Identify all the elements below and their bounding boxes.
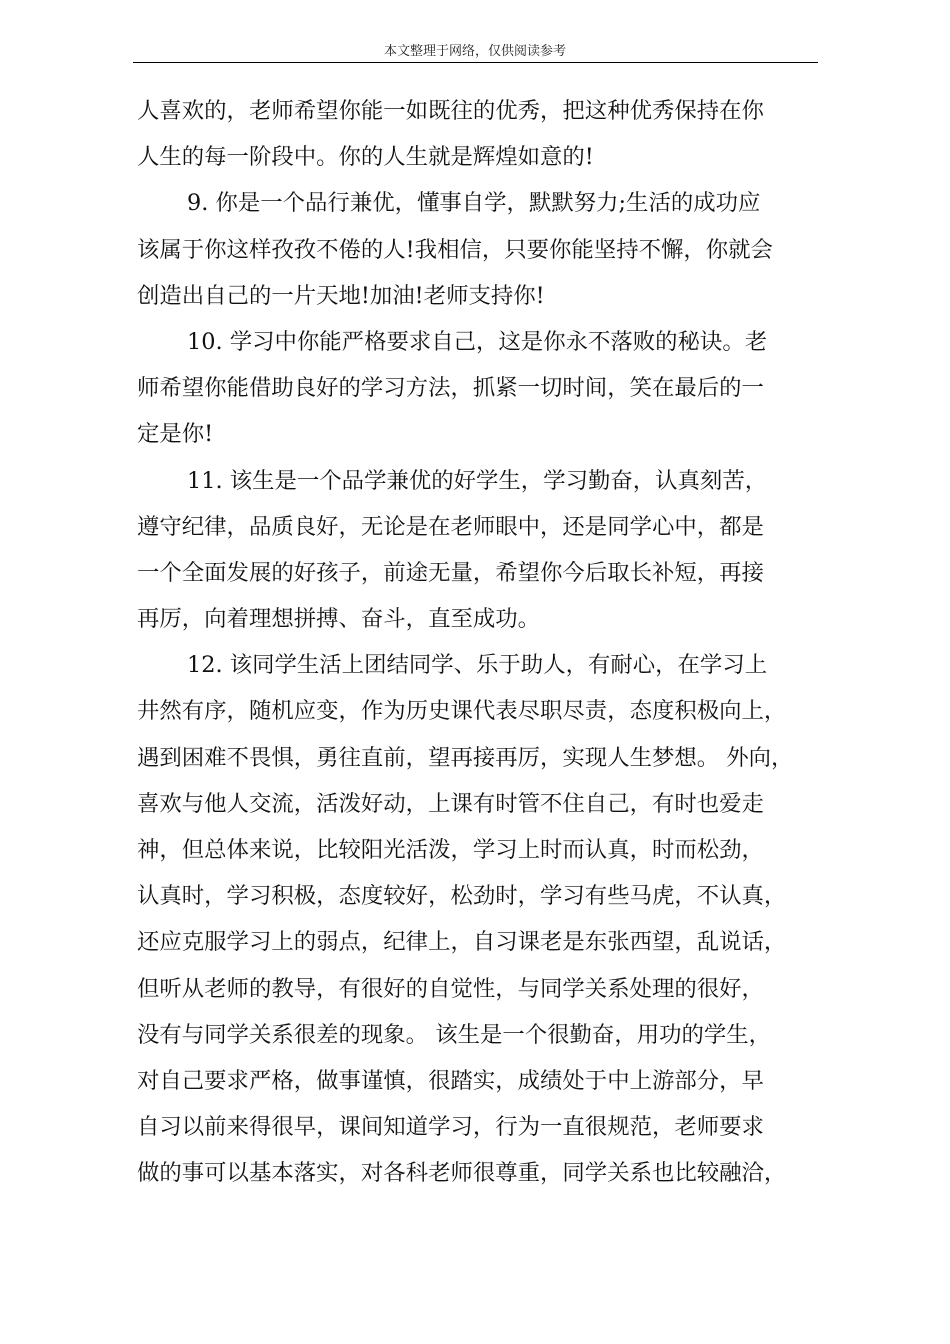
paragraph-start-line: 11. 该生是一个品学兼优的好学生，学习勤奋，认真刻苦， (187, 467, 768, 494)
text-line: 该属于你这样孜孜不倦的人!我相信，只要你能坚持不懈，你就会 (137, 236, 773, 263)
paragraph-start-line: 12. 该同学生活上团结同学、乐于助人，有耐心，在学习上 (187, 652, 768, 679)
text-line: 还应克服学习上的弱点，纪律上，自习课老是东张西望，乱说话， (137, 929, 787, 956)
text-line: 没有与同学关系很差的现象。 该生是一个很勤奋，用功的学生， (137, 1021, 772, 1048)
text-line: 对自己要求严格，做事谨慎，很踏实，成绩处于中上游部分，早 (137, 1067, 764, 1094)
text-line: 师希望你能借助良好的学习方法，抓紧一切时间，笑在最后的一 (137, 375, 764, 402)
text-line: 自习以前来得很早，课间知道学习，行为一直很规范，老师要求 (137, 1114, 764, 1141)
text-line: 做的事可以基本落实，对各科老师很尊重，同学关系也比较融洽， (137, 1160, 787, 1187)
text-line: 神，但总体来说，比较阳光活泼，学习上时而认真，时而松劲， (137, 837, 764, 863)
text-line: 遇到困难不畏惧，勇往直前，望再接再厉，实现人生梦想。 外向， (137, 744, 794, 771)
text-line: 井然有序，随机应变，作为历史课代表尽职尽责，态度积极向上， (137, 698, 787, 725)
text-line: 遵守纪律，品质良好，无论是在老师眼中，还是同学心中，都是 (137, 513, 764, 540)
text-line: 认真时，学习积极，态度较好，松劲时，学习有些马虎，不认真， (137, 883, 787, 910)
header-rule (133, 62, 818, 63)
text-line: 喜欢与他人交流，活泼好动，上课有时管不住自己，有时也爱走 (137, 790, 764, 817)
text-line: 一个全面发展的好孩子，前途无量，希望你今后取长补短，再接 (137, 559, 764, 586)
text-line: 人喜欢的，老师希望你能一如既往的优秀，把这种优秀保持在你 (137, 98, 764, 124)
text-line: 但听从老师的教导，有很好的自觉性，与同学关系处理的很好， (137, 975, 764, 1002)
text-line: 再厉，向着理想拼搏、奋斗，直至成功。 (137, 606, 541, 633)
document-body (137, 88, 817, 1197)
page-header: 本文整理于网络，仅供阅读参考 (383, 44, 566, 59)
text-line: 定是你! (137, 421, 214, 448)
text-line: 人生的每一阶段中。你的人生就是辉煌如意的! (137, 144, 594, 171)
paragraph-start-line: 10. 学习中你能严格要求自己，这是你永不落败的秘诀。老 (187, 328, 768, 355)
paragraph-start-line: 9. 你是一个品行兼优，懂事自学，默默努力;生活的成功应 (187, 190, 761, 217)
text-line: 创造出自己的一片天地!加油!老师支持你! (137, 282, 545, 309)
